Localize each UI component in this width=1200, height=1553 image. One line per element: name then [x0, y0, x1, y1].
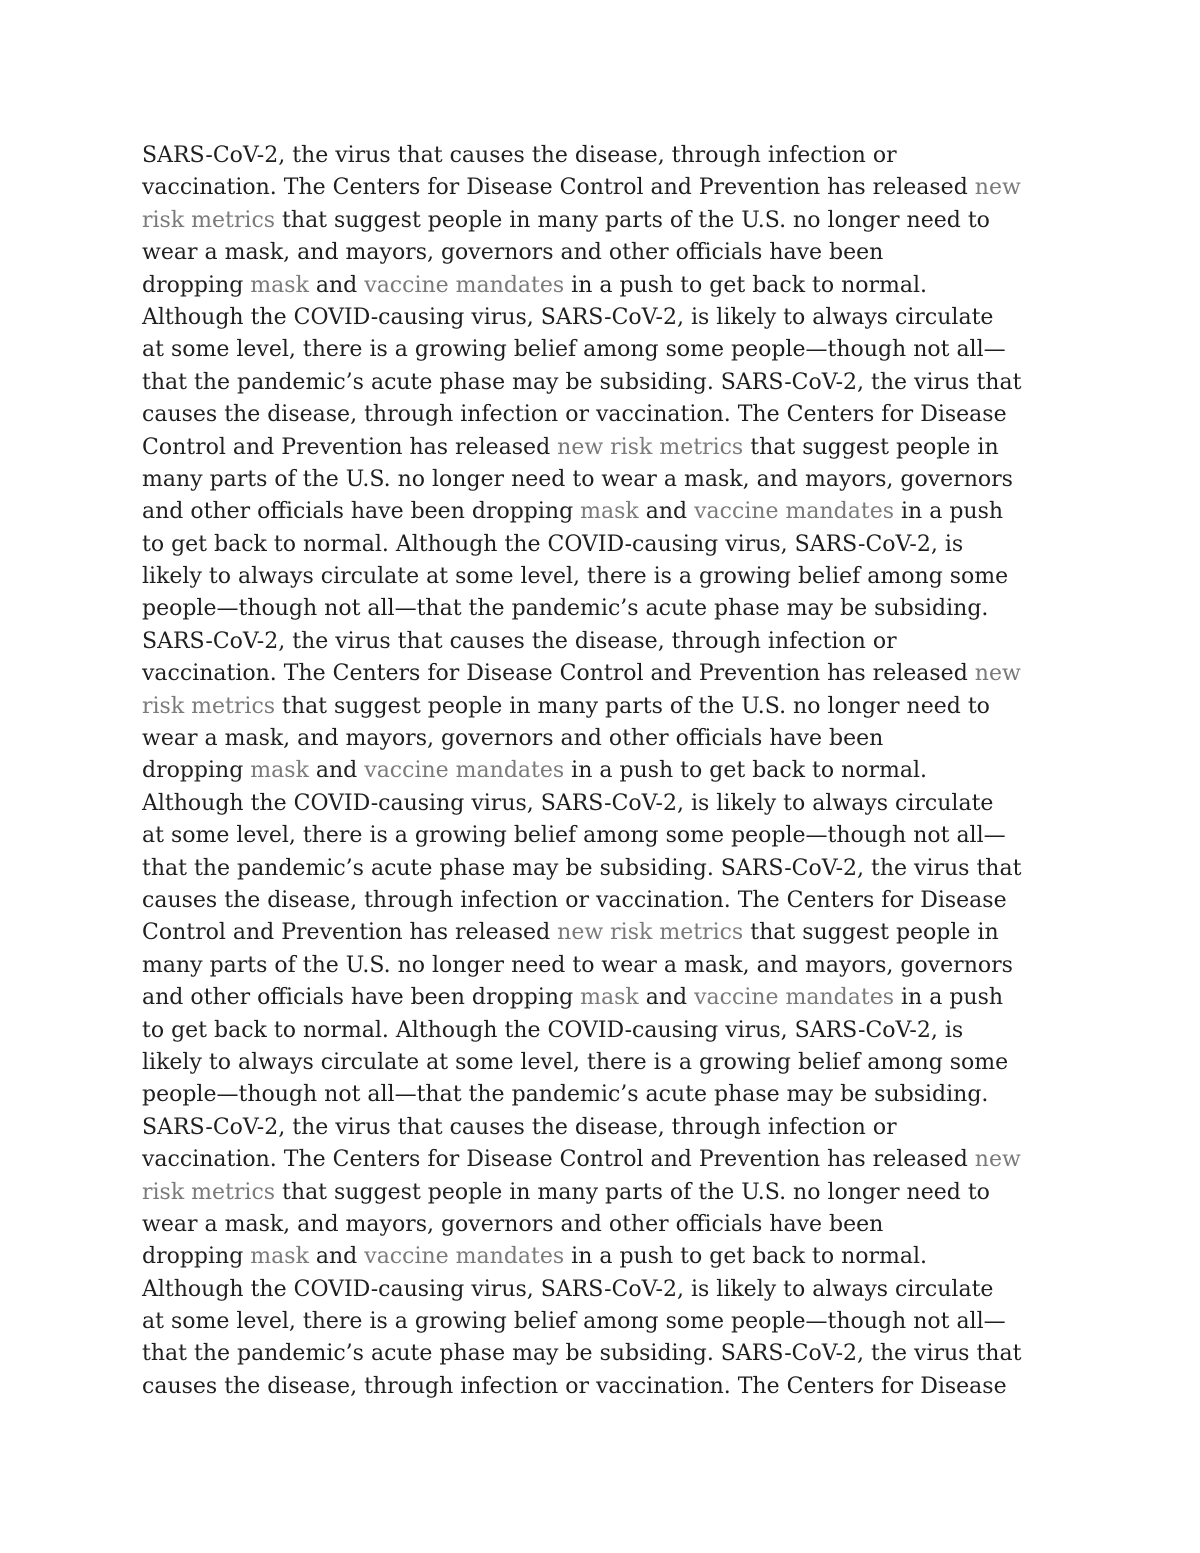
text-line: [142, 367, 1142, 399]
text-run: and: [308, 272, 365, 298]
text-run: Control and Prevention has released: [142, 920, 558, 946]
text-run: vaccination. The Centers for Disease Control and Prevention has released: [142, 175, 975, 201]
text-run: at some level, there is a growing belief among some people—though not all—: [142, 337, 1006, 363]
text-run: that suggest people in many parts of the U.S. no longer need to: [275, 207, 990, 233]
text-run: people—though not all—that the pandemic’s acute phase may be subsiding.: [142, 1082, 989, 1108]
text-run: that the pandemic’s acute phase may be subsiding. SARS-CoV-2, the virus that: [142, 855, 1022, 881]
text-line: [142, 205, 1142, 237]
inline-link[interactable]: risk metrics: [142, 207, 276, 233]
text-line: [142, 917, 1142, 949]
text-line: [142, 1306, 1142, 1338]
text-line: [142, 432, 1142, 464]
text-run: SARS-CoV-2, the virus that causes the disease, through infection or: [142, 628, 897, 654]
text-run: Although the COVID-causing virus, SARS-CoV-2, is likely to always circulate: [142, 1276, 994, 1302]
body-text: [142, 140, 1142, 1403]
text-line: [142, 1274, 1142, 1306]
text-line: [142, 626, 1142, 658]
text-run: causes the disease, through infection or vaccination. The Centers for Disease: [142, 1373, 1007, 1399]
inline-link[interactable]: risk metrics: [142, 693, 276, 719]
text-run: vaccination. The Centers for Disease Control and Prevention has released: [142, 1147, 975, 1173]
text-run: to get back to normal. Although the COVID-causing virus, SARS-CoV-2, is: [142, 531, 964, 557]
text-run: many parts of the U.S. no longer need to wear a mask, and mayors, governors: [142, 952, 1013, 978]
text-run: Control and Prevention has released: [142, 434, 558, 460]
text-line: [142, 1047, 1142, 1079]
inline-link[interactable]: vaccine mandates: [694, 499, 895, 525]
text-run: Although the COVID-causing virus, SARS-CoV-2, is likely to always circulate: [142, 304, 994, 330]
text-line: [142, 496, 1142, 528]
text-run: that the pandemic’s acute phase may be subsiding. SARS-CoV-2, the virus that: [142, 1341, 1022, 1367]
inline-link[interactable]: mask: [580, 499, 639, 525]
inline-link[interactable]: vaccine mandates: [364, 758, 565, 784]
text-run: at some level, there is a growing belief among some people—though not all—: [142, 823, 1006, 849]
text-line: [142, 399, 1142, 431]
text-run: and: [308, 758, 365, 784]
text-run: that suggest people in: [743, 434, 999, 460]
inline-link[interactable]: risk metrics: [142, 1179, 276, 1205]
text-run: and other officials have been dropping: [142, 985, 581, 1011]
text-run: vaccination. The Centers for Disease Control and Prevention has released: [142, 661, 975, 687]
text-run: likely to always circulate at some level, there is a growing belief among some: [142, 564, 1009, 590]
text-run: and other officials have been dropping: [142, 499, 581, 525]
text-line: [142, 237, 1142, 269]
text-line: [142, 1079, 1142, 1111]
text-run: wear a mask, and mayors, governors and other officials have been: [142, 240, 884, 266]
text-line: [142, 1112, 1142, 1144]
text-run: dropping: [142, 1244, 251, 1270]
text-run: in a push to get back to normal.: [564, 272, 928, 298]
text-line: [142, 302, 1142, 334]
text-run: SARS-CoV-2, the virus that causes the disease, through infection or: [142, 143, 897, 168]
text-line: [142, 464, 1142, 496]
inline-link[interactable]: vaccine mandates: [694, 985, 895, 1011]
text-line: [142, 788, 1142, 820]
text-run: to get back to normal. Although the COVID-causing virus, SARS-CoV-2, is: [142, 1017, 964, 1043]
inline-link[interactable]: vaccine mandates: [364, 272, 565, 298]
text-line: [142, 561, 1142, 593]
text-line: [142, 140, 1142, 172]
text-run: that suggest people in many parts of the U.S. no longer need to: [275, 1179, 990, 1205]
inline-link[interactable]: new: [974, 1147, 1021, 1173]
text-line: [142, 755, 1142, 787]
text-line: [142, 691, 1142, 723]
text-line: [142, 723, 1142, 755]
inline-link[interactable]: new: [974, 175, 1021, 201]
inline-link[interactable]: mask: [580, 985, 639, 1011]
text-line: [142, 658, 1142, 690]
text-line: [142, 270, 1142, 302]
text-run: and: [638, 985, 695, 1011]
text-line: [142, 950, 1142, 982]
text-line: [142, 529, 1142, 561]
text-run: and: [638, 499, 695, 525]
text-run: people—though not all—that the pandemic’s acute phase may be subsiding.: [142, 596, 989, 622]
inline-link[interactable]: new risk metrics: [557, 434, 744, 460]
text-run: and: [308, 1244, 365, 1270]
text-line: [142, 593, 1142, 625]
text-run: wear a mask, and mayors, governors and other officials have been: [142, 726, 884, 752]
inline-link[interactable]: new risk metrics: [557, 920, 744, 946]
text-line: [142, 334, 1142, 366]
text-run: that suggest people in: [743, 920, 999, 946]
text-line: [142, 853, 1142, 885]
text-run: dropping: [142, 272, 251, 298]
text-run: in a push to get back to normal.: [564, 758, 928, 784]
text-run: wear a mask, and mayors, governors and other officials have been: [142, 1211, 884, 1237]
text-line: [142, 1209, 1142, 1241]
inline-link[interactable]: mask: [250, 272, 309, 298]
text-run: in a push: [894, 499, 1004, 525]
text-run: likely to always circulate at some level, there is a growing belief among some: [142, 1049, 1009, 1075]
inline-link[interactable]: mask: [250, 758, 309, 784]
text-line: [142, 1015, 1142, 1047]
text-run: that suggest people in many parts of the U.S. no longer need to: [275, 693, 990, 719]
text-run: at some level, there is a growing belief among some people—though not all—: [142, 1309, 1006, 1335]
text-run: dropping: [142, 758, 251, 784]
text-line: [142, 1241, 1142, 1273]
text-line: [142, 1338, 1142, 1370]
text-run: in a push: [894, 985, 1004, 1011]
inline-link[interactable]: vaccine mandates: [364, 1244, 565, 1270]
text-run: causes the disease, through infection or vaccination. The Centers for Disease: [142, 887, 1007, 913]
text-line: [142, 1177, 1142, 1209]
text-line: [142, 1144, 1142, 1176]
inline-link[interactable]: new: [974, 661, 1021, 687]
text-run: causes the disease, through infection or vaccination. The Centers for Disease: [142, 402, 1007, 428]
text-line: [142, 820, 1142, 852]
text-run: Although the COVID-causing virus, SARS-CoV-2, is likely to always circulate: [142, 790, 994, 816]
inline-link[interactable]: mask: [250, 1244, 309, 1270]
text-run: that the pandemic’s acute phase may be subsiding. SARS-CoV-2, the virus that: [142, 369, 1022, 395]
text-line: [142, 1371, 1142, 1403]
text-run: many parts of the U.S. no longer need to wear a mask, and mayors, governors: [142, 466, 1013, 492]
text-run: SARS-CoV-2, the virus that causes the disease, through infection or: [142, 1114, 897, 1140]
text-line: [142, 982, 1142, 1014]
text-line: [142, 172, 1142, 204]
text-line: [142, 885, 1142, 917]
text-run: in a push to get back to normal.: [564, 1244, 928, 1270]
